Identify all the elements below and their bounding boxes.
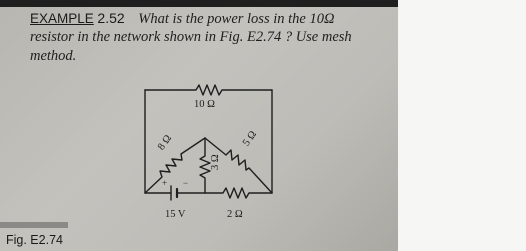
- question-line-2: resistor in the network shown in Fig. E2.74 ? Use mesh: [30, 29, 352, 45]
- caption-bar: [0, 222, 68, 228]
- example-number: 2.52: [97, 10, 125, 26]
- left-diagonal: [145, 138, 205, 193]
- question-line-1: What is the power loss in the 10Ω: [138, 11, 335, 27]
- figure-caption: Fig. E2.74: [6, 233, 63, 247]
- bottom-wire-right: [205, 188, 272, 198]
- battery-label: 15 V: [165, 209, 186, 220]
- top-wire: [145, 85, 272, 95]
- r-right-label: 5 Ω: [241, 129, 260, 149]
- r-top-label: 10 Ω: [194, 99, 215, 110]
- example-label: EXAMPLE: [30, 11, 94, 26]
- r-left-label: 8 Ω: [156, 133, 175, 153]
- battery-plus-sign: +: [162, 178, 168, 188]
- r-bottom-label: 2 Ω: [227, 209, 243, 220]
- battery-minus-sign: −: [183, 178, 189, 188]
- question-line-3: method.: [30, 48, 77, 64]
- middle-wire: [200, 138, 210, 193]
- r-middle-label: 3 Ω: [210, 154, 221, 170]
